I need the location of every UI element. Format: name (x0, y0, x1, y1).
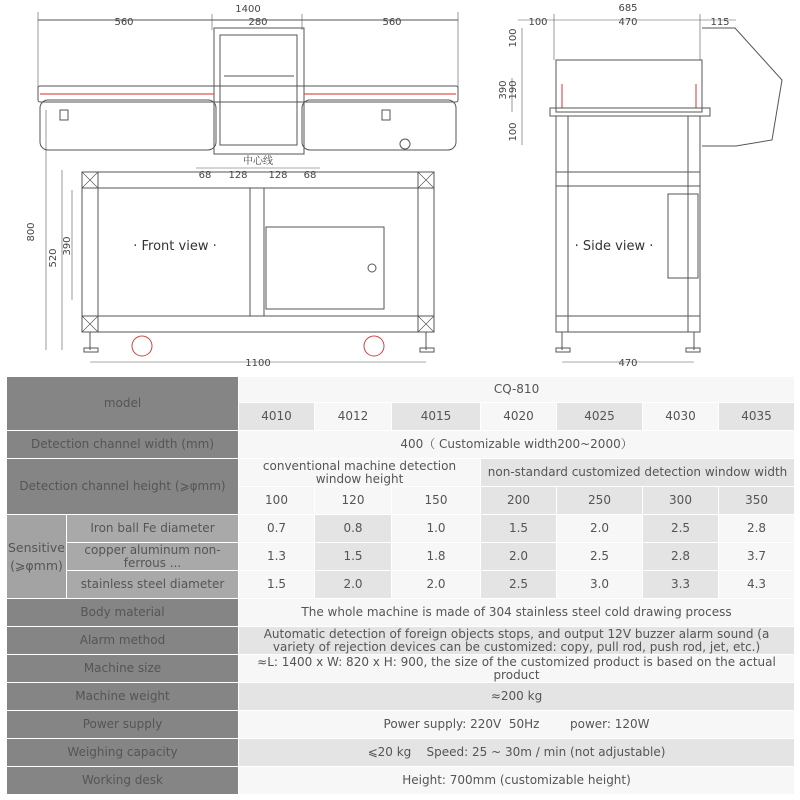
working-desk-label: Working desk (7, 767, 239, 795)
sens-stainless-label: stainless steel diameter (67, 571, 239, 599)
sens-value: 2.5 (643, 515, 719, 543)
dim-100-vert-top: 100 (508, 28, 519, 48)
height-cell: 350 (719, 487, 795, 515)
channel-width-value: 400（ Customizable width200~2000） (239, 431, 795, 459)
side-view (512, 14, 782, 362)
dim-520: 520 (48, 248, 59, 268)
power-supply-value: Power supply: 220V 50Hz power: 120W (239, 711, 795, 739)
sens-value: 2.0 (557, 515, 643, 543)
front-view (38, 12, 458, 362)
front-view-label: · Front view · (133, 239, 217, 254)
model-cell: 4025 (557, 403, 643, 431)
working-desk-value: Height: 700mm (customizable height) (239, 767, 795, 795)
height-cell: 120 (315, 487, 392, 515)
channel-height-label: Detection channel height (⩾φmm) (7, 459, 239, 515)
sens-fe-label: Iron ball Fe diameter (67, 515, 239, 543)
machine-weight-value: ≈200 kg (239, 683, 795, 711)
power-supply-label: Power supply (7, 711, 239, 739)
dim-560-right: 560 (382, 17, 402, 28)
height-cell: 250 (557, 487, 643, 515)
sens-value: 2.8 (719, 515, 795, 543)
sens-value: 4.3 (719, 571, 795, 599)
sens-value: 2.0 (481, 543, 557, 571)
dim-560-left: 560 (114, 17, 134, 28)
nonstandard-label: non-standard customized detection window width (481, 459, 795, 487)
dim-115: 115 (710, 17, 730, 28)
model-cell: 4020 (481, 403, 557, 431)
sens-value: 0.7 (239, 515, 315, 543)
dim-128-right: 128 (268, 170, 288, 181)
sens-value: 2.8 (643, 543, 719, 571)
dim-68-left: 68 (198, 170, 212, 181)
conventional-label: conventional machine detection window height (239, 459, 481, 487)
body-material-value: The whole machine is made of 304 stainless steel cold drawing process (239, 599, 795, 627)
sens-value: 1.5 (315, 543, 392, 571)
dim-470-bottom: 470 (618, 358, 638, 369)
machine-weight-label: Machine weight (7, 683, 239, 711)
model-cell: 4015 (392, 403, 481, 431)
alarm-method-value: Automatic detection of foreign objects stops, and output 12V buzzer alarm sound (a variety of rejection devices can be customized: copy, pull rod, push rod, jet, etc.) (239, 627, 795, 655)
center-mark: 中心线 (243, 156, 273, 167)
model-label: model (7, 377, 239, 431)
weighing-capacity-value: ⩽20 kg Speed: 25 ~ 30m / min (not adjustable) (239, 739, 795, 767)
dim-68-right: 68 (303, 170, 317, 181)
sensitive-label: Sensitive (⩾φmm) (7, 515, 67, 599)
sens-value: 3.7 (719, 543, 795, 571)
dim-128-left: 128 (228, 170, 248, 181)
model-cell: 4010 (239, 403, 315, 431)
body-material-label: Body material (7, 599, 239, 627)
sens-value: 2.0 (315, 571, 392, 599)
alarm-method-label: Alarm method (7, 627, 239, 655)
sens-value: 3.3 (643, 571, 719, 599)
dim-100-vert-bottom: 100 (508, 122, 519, 142)
model-name: CQ-810 (239, 377, 795, 403)
sens-value: 2.5 (557, 543, 643, 571)
height-cell: 200 (481, 487, 557, 515)
dim-280: 280 (248, 17, 268, 28)
dim-470-top: 470 (618, 17, 638, 28)
dim-100-top: 100 (528, 17, 548, 28)
dim-800: 800 (26, 222, 37, 242)
model-cell: 4030 (643, 403, 719, 431)
technical-drawing (0, 0, 800, 375)
sens-value: 1.3 (239, 543, 315, 571)
sens-row-nonferrous (7, 543, 795, 571)
model-cell: 4035 (719, 403, 795, 431)
sens-value: 3.0 (557, 571, 643, 599)
sens-value: 1.5 (481, 515, 557, 543)
weighing-capacity-label: Weighing capacity (7, 739, 239, 767)
dim-190: 190 (508, 80, 519, 100)
sens-value: 1.5 (239, 571, 315, 599)
dim-390-front: 390 (62, 236, 73, 256)
spec-table (6, 376, 795, 795)
channel-width-label: Detection channel width (mm) (7, 431, 239, 459)
machine-size-value: ≈L: 1400 x W: 820 x H: 900, the size of the customized product is based on the actual product (239, 655, 795, 683)
machine-size-label: Machine size (7, 655, 239, 683)
side-view-label: · Side view · (574, 239, 654, 254)
sens-row-stainless (7, 571, 795, 599)
dim-1100: 1100 (245, 358, 271, 369)
height-cell: 150 (392, 487, 481, 515)
sens-nonferrous-label: copper aluminum non-ferrous ... (67, 543, 239, 571)
sens-value: 1.8 (392, 543, 481, 571)
sens-value: 0.8 (315, 515, 392, 543)
dim-390-side: 390 (498, 80, 509, 100)
sens-row-fe (7, 515, 795, 543)
height-cell: 100 (239, 487, 315, 515)
height-cell: 300 (643, 487, 719, 515)
drawing-svg (0, 0, 800, 375)
sens-value: 1.0 (392, 515, 481, 543)
model-cell: 4012 (315, 403, 392, 431)
sens-value: 2.5 (481, 571, 557, 599)
sens-value: 2.0 (392, 571, 481, 599)
dim-1400: 1400 (235, 4, 261, 15)
dim-685: 685 (618, 3, 638, 14)
